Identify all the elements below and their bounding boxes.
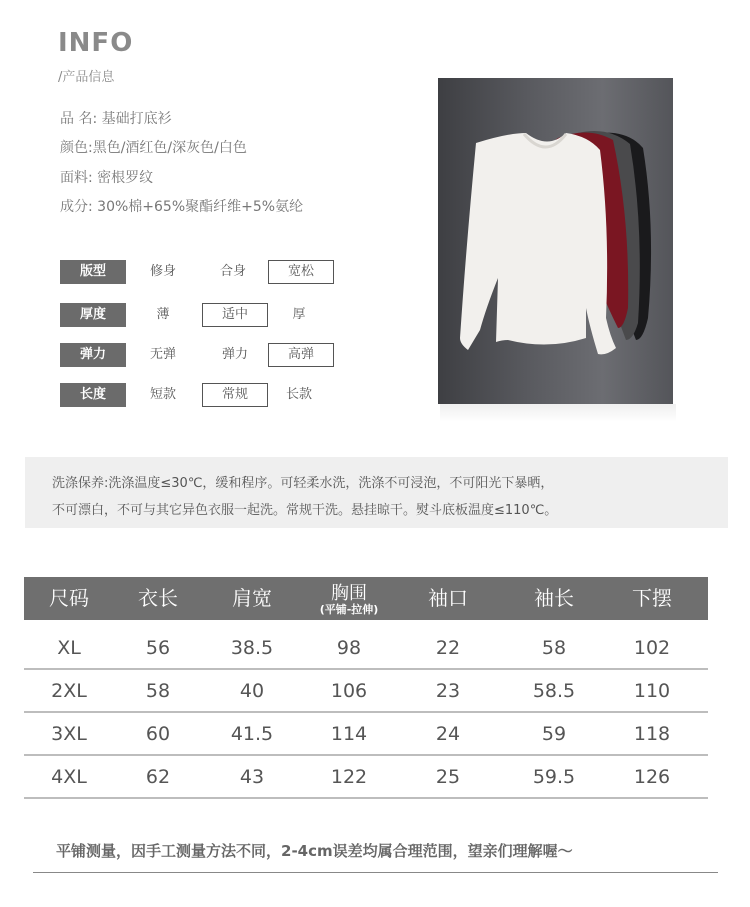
attr-option: 合身 — [219, 264, 246, 279]
measurement-note: 平铺测量，因手工测量方法不同，2-4cm误差均属合理范围，望亲们理解喔～ — [56, 842, 573, 860]
info-title: INFO — [58, 28, 134, 58]
table-cell: 62 — [145, 766, 171, 788]
table-cell: 3XL — [51, 723, 87, 745]
table-row — [24, 668, 708, 713]
header-shoulder: 肩宽 — [232, 586, 272, 610]
table-cell: 40 — [239, 680, 265, 702]
table-cell: 58 — [541, 637, 567, 659]
table-cell: 126 — [633, 766, 671, 788]
table-cell: 114 — [330, 723, 368, 745]
table-row — [24, 625, 708, 670]
attr-label: 长度 — [60, 383, 126, 407]
info-subtitle: /产品信息 — [58, 70, 115, 85]
care-text-line1: 洗涤保养:洗涤温度≤30℃，缓和程序。可轻柔水洗，洗涤不可浸泡，不可阳光下暴晒， — [52, 476, 554, 491]
header-length: 衣长 — [138, 586, 178, 610]
table-cell: 98 — [336, 637, 362, 659]
table-cell: 58 — [145, 680, 171, 702]
table-cell: 60 — [145, 723, 171, 745]
attr-option-selected: 常规 — [202, 383, 268, 407]
table-cell: 102 — [633, 637, 671, 659]
product-fabric: 面料: 密根罗纹 — [60, 170, 154, 186]
header-chest: 胸围 — [331, 583, 367, 604]
attr-option: 长款 — [285, 387, 312, 402]
attr-row-elasticity — [60, 343, 360, 367]
table-cell: 118 — [633, 723, 671, 745]
product-composition: 成分: 30%棉+65%聚酯纤维+5%氨纶 — [60, 199, 304, 215]
table-cell: 38.5 — [230, 637, 274, 659]
attr-row-fit — [60, 260, 360, 284]
table-cell: 110 — [633, 680, 671, 702]
attr-label: 弹力 — [60, 343, 126, 367]
attr-label: 厚度 — [60, 303, 126, 327]
table-cell: 4XL — [51, 766, 87, 788]
table-row — [24, 711, 708, 756]
attr-option: 弹力 — [221, 347, 248, 362]
table-cell: 106 — [330, 680, 368, 702]
header-size: 尺码 — [49, 586, 89, 610]
table-cell: 24 — [435, 723, 461, 745]
table-cell: 43 — [239, 766, 265, 788]
photo-shadow — [440, 404, 676, 422]
header-hem: 下摆 — [632, 586, 672, 610]
attr-option: 短款 — [149, 387, 176, 402]
bottom-divider — [33, 872, 718, 873]
table-row — [24, 754, 708, 799]
attr-option-selected: 高弹 — [268, 343, 334, 367]
table-cell: 122 — [330, 766, 368, 788]
product-photo — [438, 78, 673, 404]
table-cell: XL — [57, 637, 81, 659]
product-name: 品 名: 基础打底衫 — [60, 111, 172, 127]
product-colors: 颜色:黑色/酒红色/深灰色/白色 — [60, 140, 247, 156]
attr-option: 修身 — [149, 264, 176, 279]
table-cell: 25 — [435, 766, 461, 788]
product-photo-illustration — [438, 78, 673, 404]
attr-label: 版型 — [60, 260, 126, 284]
table-cell: 41.5 — [230, 723, 274, 745]
attr-option: 厚 — [292, 307, 306, 322]
attr-option: 无弹 — [149, 347, 176, 362]
care-box — [25, 457, 728, 528]
table-cell: 23 — [435, 680, 461, 702]
attr-option-selected: 宽松 — [268, 260, 334, 284]
header-sleeve: 袖长 — [534, 586, 574, 610]
care-text-line2: 不可漂白，不可与其它异色衣服一起洗。常规干洗。悬挂晾干。熨斗底板温度≤110℃。 — [52, 503, 558, 518]
attr-row-length — [60, 383, 360, 407]
table-cell: 22 — [435, 637, 461, 659]
table-cell: 59.5 — [532, 766, 576, 788]
table-cell: 2XL — [51, 680, 87, 702]
garment-shape — [460, 133, 616, 354]
header-cuff: 袖口 — [428, 586, 468, 610]
attr-row-thickness — [60, 303, 360, 327]
header-chest-note: (平铺-拉伸) — [319, 603, 379, 616]
attr-option: 薄 — [156, 307, 170, 322]
attr-option-selected: 适中 — [202, 303, 268, 327]
table-cell: 56 — [145, 637, 171, 659]
table-cell: 58.5 — [532, 680, 576, 702]
size-table-header — [24, 577, 708, 620]
table-cell: 59 — [541, 723, 567, 745]
